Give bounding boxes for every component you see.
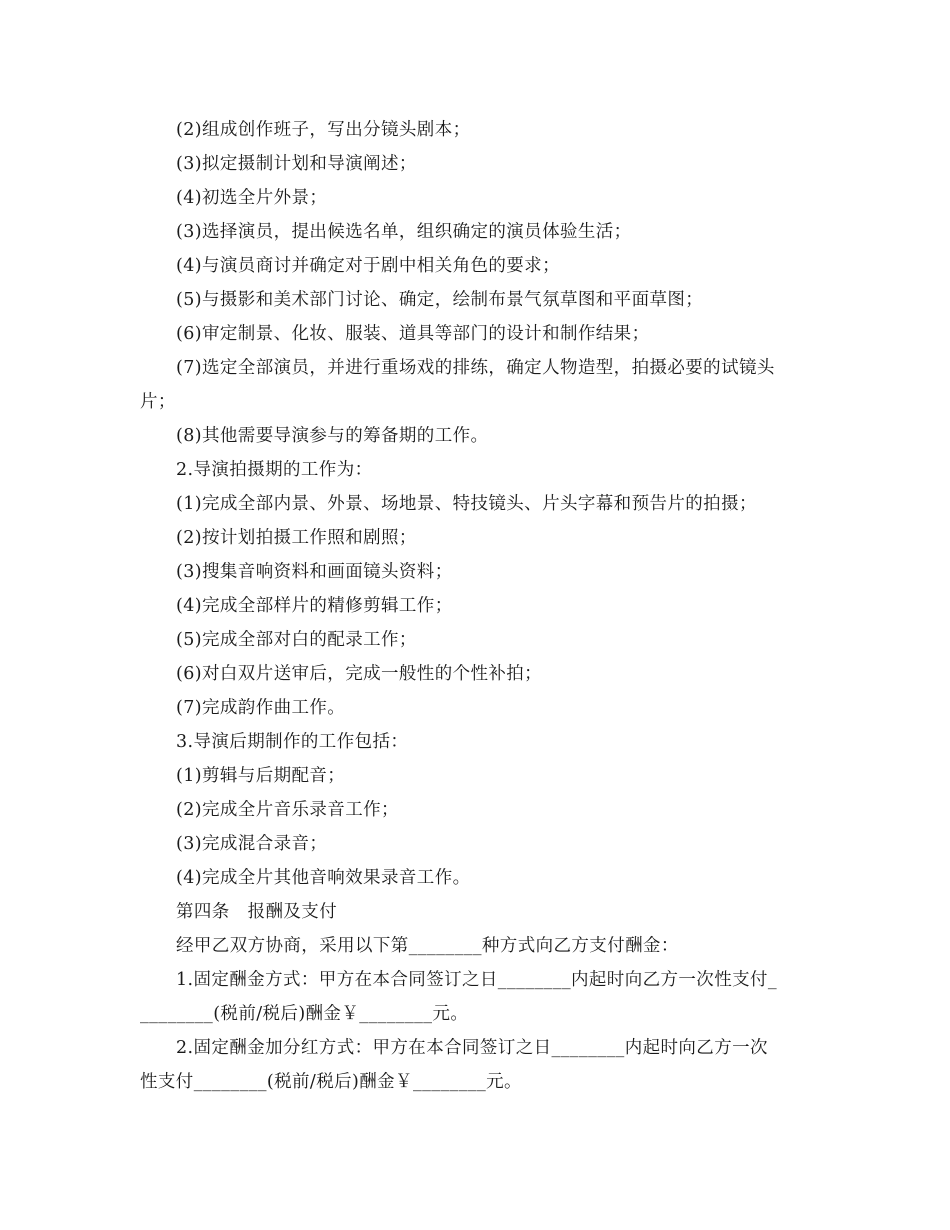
text-line: (4)与演员商讨并确定对于剧中相关角色的要求； bbox=[176, 256, 560, 276]
text-line: 第四条 报酬及支付 bbox=[176, 902, 338, 922]
text-line: (5)完成全部对白的配录工作； bbox=[176, 630, 417, 650]
text-line: (4)完成全片其他音响效果录音工作。 bbox=[176, 868, 471, 888]
text-line: ________(税前/税后)酬金￥________元。 bbox=[140, 1004, 469, 1024]
text-line: (3)拟定摄制计划和导演阐述； bbox=[176, 154, 417, 174]
text-line: (8)其他需要导演参与的筹备期的工作。 bbox=[176, 426, 489, 446]
text-line: 性支付________(税前/税后)酬金￥________元。 bbox=[140, 1072, 522, 1092]
text-line: (4)初选全片外景； bbox=[176, 188, 328, 208]
text-line: (2)完成全片音乐录音工作； bbox=[176, 800, 399, 820]
text-line: (4)完成全部样片的精修剪辑工作； bbox=[176, 596, 453, 616]
text-line: 2.导演拍摄期的工作为： bbox=[176, 460, 373, 480]
text-line: (1)剪辑与后期配音； bbox=[176, 766, 346, 786]
text-line: (6)审定制景、化妆、服装、道具等部门的设计和制作结果； bbox=[176, 324, 650, 344]
text-line: (7)选定全部演员，并进行重场戏的排练，确定人物造型，拍摄必要的试镜头 bbox=[176, 358, 775, 378]
text-line: (3)完成混合录音； bbox=[176, 834, 328, 854]
text-line: (2)组成创作班子，写出分镜头剧本； bbox=[176, 120, 471, 140]
text-line: (3)选择演员，提出候选名单，组织确定的演员体验生活； bbox=[176, 222, 632, 242]
text-line: (6)对白双片送审后，完成一般性的个性补拍； bbox=[176, 664, 543, 684]
text-line: 2.固定酬金加分红方式：甲方在本合同签订之日________内起时向乙方一次 bbox=[176, 1038, 768, 1058]
text-line: (7)完成韵作曲工作。 bbox=[176, 698, 346, 718]
text-line: (5)与摄影和美术部门讨论、确定，绘制布景气氛草图和平面草图； bbox=[176, 290, 704, 310]
document-body bbox=[140, 113, 820, 1099]
text-line: 片； bbox=[140, 392, 176, 412]
text-line: (2)按计划拍摄工作照和剧照； bbox=[176, 528, 417, 548]
text-line: 经甲乙双方协商，采用以下第________种方式向乙方支付酬金： bbox=[176, 936, 679, 956]
text-line: 3.导演后期制作的工作包括： bbox=[176, 732, 409, 752]
text-line: (3)搜集音响资料和画面镜头资料； bbox=[176, 562, 453, 582]
text-line: 1.固定酬金方式：甲方在本合同签订之日________内起时向乙方一次性支付_ bbox=[176, 970, 778, 990]
text-line: (1)完成全部内景、外景、场地景、特技镜头、片头字幕和预告片的拍摄； bbox=[176, 494, 757, 514]
